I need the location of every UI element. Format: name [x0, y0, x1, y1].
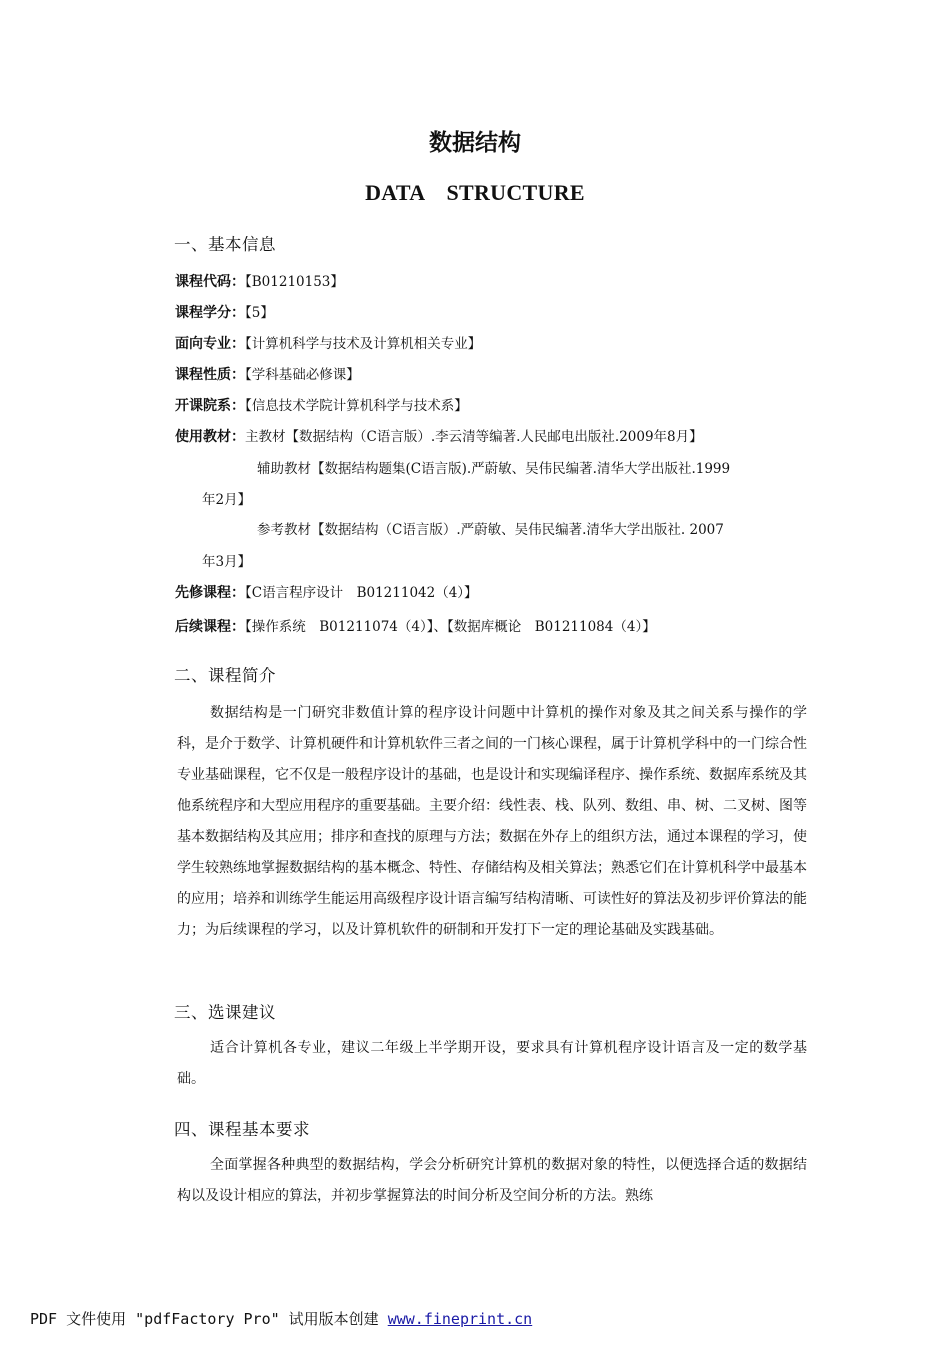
section-heading-advice: 三、选课建议: [174, 1003, 276, 1022]
textbook-row: [175, 425, 703, 446]
followup-value: 【操作系统 B01211074（4）】、【数据库概论 B01211084（4）】: [245, 619, 656, 635]
textbook-ref-line2: 年3月】: [202, 554, 252, 570]
followup-row: [175, 615, 656, 636]
nature-label: 课程性质：: [175, 367, 245, 383]
followup-label: 后续课程：: [175, 619, 245, 635]
department-label: 开课院系：: [175, 398, 245, 414]
section-heading-intro: 二、课程简介: [174, 666, 276, 685]
prerequisite-label: 先修课程：: [175, 585, 245, 601]
textbook-ref-line1: 参考教材【数据结构（C语言版）.严蔚敏、吴伟民编著.清华大学出版社. 2007: [257, 522, 724, 538]
advice-paragraph: 适合计算机各专业，建议二年级上半学期开设，要求具有计算机程序设计语言及一定的数学基础。: [177, 1040, 807, 1087]
textbook-aux-line1: 辅助教材【数据结构题集(C语言版).严蔚敏、吴伟民编著.清华大学出版社.1999: [257, 461, 731, 477]
document-subtitle-english: DATA STRUCTURE: [365, 180, 585, 205]
prerequisite-row: [175, 581, 478, 602]
course-code-label: 课程代码：: [175, 274, 245, 290]
textbook-label: 使用教材：: [175, 429, 245, 445]
course-code-row: [175, 270, 344, 291]
credits-value: 【5】: [245, 305, 274, 321]
textbook-main: 主教材【数据结构（C语言版）.李云清等编著.人民邮电出版社.2009年8月】: [245, 429, 703, 445]
major-value: 【计算机科学与技术及计算机相关专业】: [245, 336, 482, 352]
pdf-footer: [30, 1308, 532, 1329]
footer-text: PDF 文件使用 "pdfFactory Pro" 试用版本创建: [30, 1310, 388, 1328]
prerequisite-value: 【C语言程序设计 B01211042（4）】: [245, 585, 478, 601]
nature-row: [175, 363, 360, 384]
footer-link[interactable]: www.fineprint.cn: [387, 1310, 533, 1328]
requirements-paragraph: 全面掌握各种典型的数据结构，学会分析研究计算机的数据对象的特性，以便选择合适的数据结构以及设计相应的算法，并初步掌握算法的时间分析及空间分析的方法。熟练: [177, 1157, 807, 1204]
textbook-aux-line2: 年2月】: [202, 492, 252, 508]
section-heading-basic-info: 一、基本信息: [174, 235, 276, 254]
credits-row: [175, 301, 274, 322]
department-value: 【信息技术学院计算机科学与技术系】: [245, 398, 468, 414]
course-code-value: 【B01210153】: [245, 274, 344, 290]
section-heading-requirements: 四、课程基本要求: [174, 1120, 310, 1139]
department-row: [175, 394, 468, 415]
major-label: 面向专业：: [175, 336, 245, 352]
intro-paragraph: 数据结构是一门研究非数值计算的程序设计问题中计算机的操作对象及其之间关系与操作的学科，是介于数学、计算机硬件和计算机软件三者之间的一门核心课程，属于计算机学科中的一门综合性专业基础课程，它不仅是一般程序设计的基础，也是设计和实现编译程序、操作系统、数据库系统及其他系统程序和大型应用程序的重要基础。主要介绍：线性表、栈、队列、数组、串、树、二叉树、图等基本数据结构及其应用；排序和查找的原理与方法；数据在外存上的组织方法，通过本课程的学习，使学生较熟练地掌握数据结构的基本概念、特性、存储结构及相关算法；熟悉它们在计算机科学中最基本的应用；培养和训练学生能运用高级程序设计语言编写结构清晰、可读性好的算法及初步评价算法的能力；为后续课程的学习，以及计算机软件的研制和开发打下一定的理论基础及实践基础。: [177, 705, 807, 938]
document-title: 数据结构: [429, 130, 521, 156]
major-row: [175, 332, 481, 353]
nature-value: 【学科基础必修课】: [245, 367, 360, 383]
credits-label: 课程学分：: [175, 305, 245, 321]
